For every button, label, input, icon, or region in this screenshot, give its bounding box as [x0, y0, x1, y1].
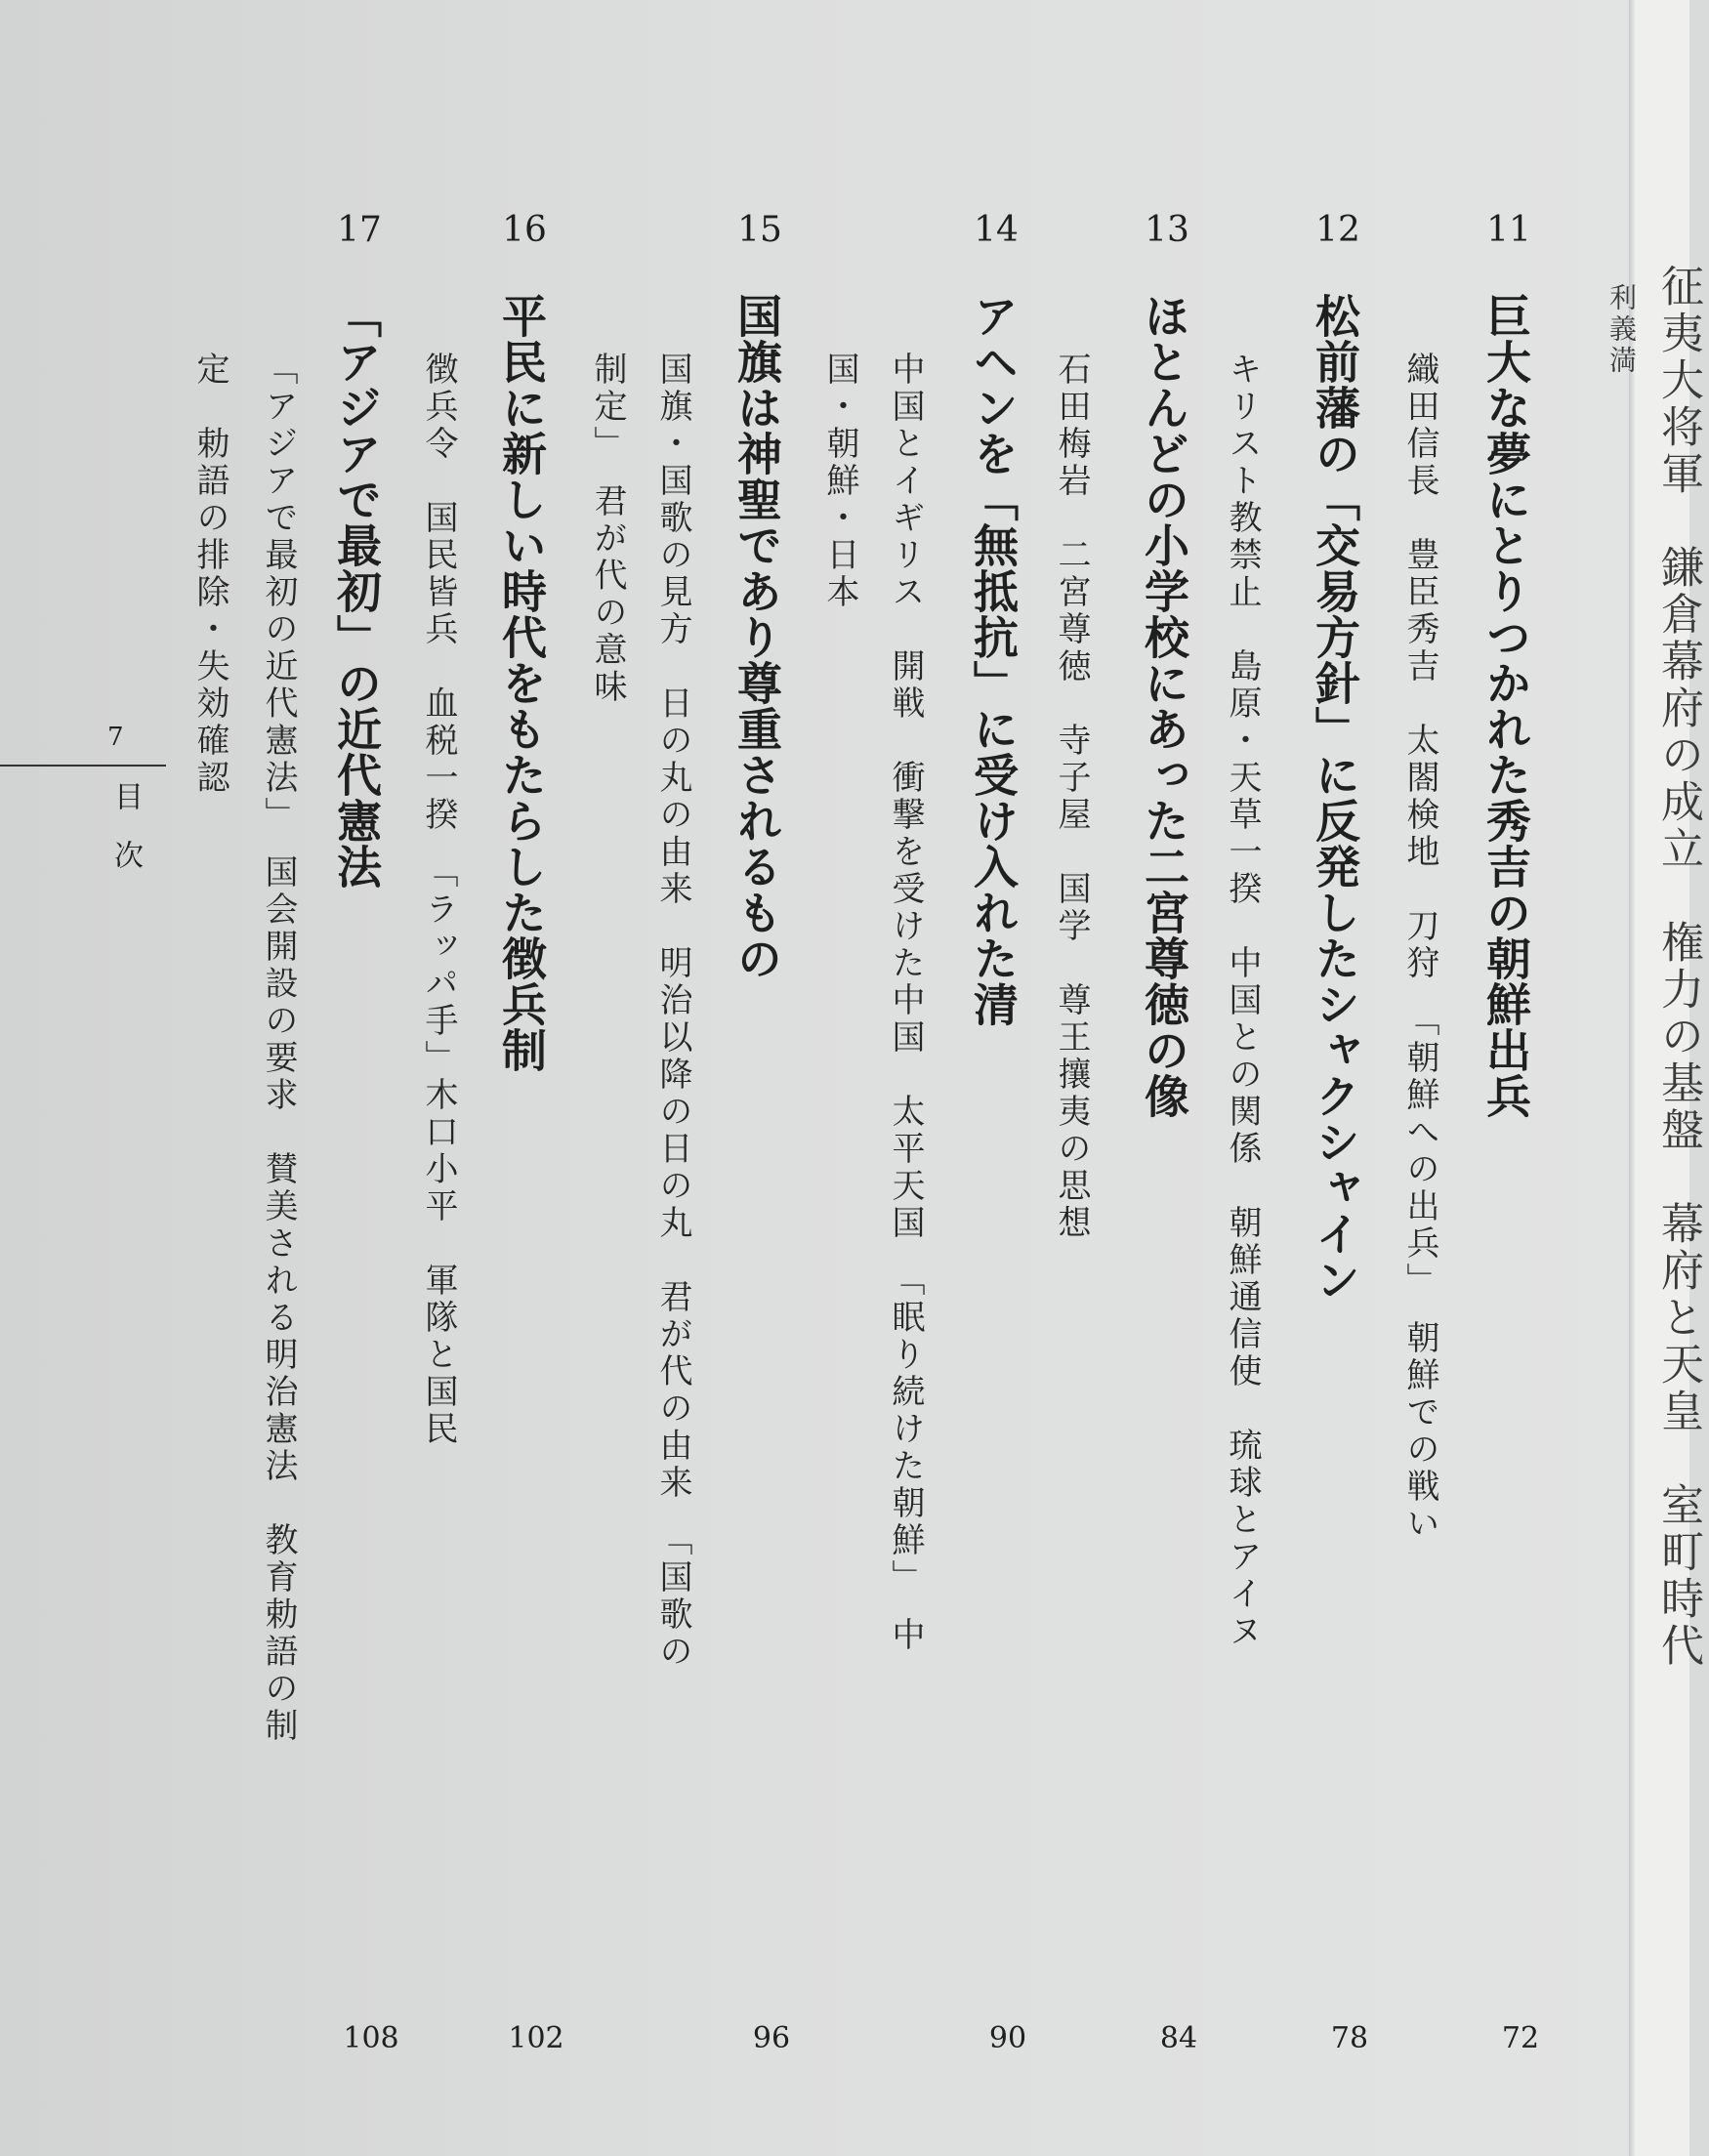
- chapter-topics: 中国とイギリス 開戦 衝撃を受けた中国 太平天国 「眠り続けた朝鮮」 中: [886, 352, 925, 1654]
- adjacent-page: [1605, 0, 1703, 2156]
- chapter-number: 14: [974, 210, 1019, 250]
- chapter-number: 16: [502, 210, 547, 250]
- page-number: 102: [508, 2021, 564, 2055]
- page-number: 78: [1330, 2021, 1369, 2055]
- page-number: 84: [1159, 2021, 1198, 2055]
- chapter-topics-continued: 国・朝鮮・日本: [820, 352, 859, 611]
- page-number: 72: [1501, 2021, 1540, 2055]
- chapter-title[interactable]: 国旗は神聖であり尊重されるもの: [730, 293, 783, 981]
- chapter-title[interactable]: アヘンを「無抵抗」に受け入れた清: [967, 293, 1020, 1027]
- folio-page-number: 7: [107, 723, 124, 752]
- chapter-number: 11: [1486, 210, 1531, 250]
- chapter-topics: 徴兵令 国民皆兵 血税一揆 「ラッパ手」木口小平 軍隊と国民: [419, 352, 458, 1448]
- chapter-topics: 「アジアで最初の近代憲法」 国会開設の要求 賛美される明治憲法 教育勅語の制: [259, 352, 298, 1745]
- chapter-topics-continued: 定 勅語の排除・失効確認: [190, 352, 229, 797]
- chapter-number: 13: [1145, 210, 1189, 250]
- folio-label: 目次: [108, 781, 143, 898]
- adjacent-page-text-small: 利義満: [1605, 283, 1638, 377]
- chapter-topics: キリスト教禁止 島原・天草一揆 中国との関係 朝鮮通信使 琉球とアイヌ: [1223, 352, 1262, 1650]
- chapter-title[interactable]: 巨大な夢にとりつかれた秀吉の朝鮮出兵: [1480, 293, 1532, 1119]
- adjacent-page-text: 征夷大将軍 鎌倉幕府の成立 権力の基盤 幕府と天皇 室町時代: [1653, 264, 1703, 1670]
- chapter-title[interactable]: 平民に新しい時代をもたらした徴兵制: [495, 293, 548, 1073]
- chapter-number: 17: [337, 210, 382, 250]
- page-number: 90: [988, 2021, 1027, 2055]
- chapter-number: 15: [737, 210, 782, 250]
- chapter-topics: 石田梅岩 二宮尊徳 寺子屋 国学 尊王攘夷の思想: [1052, 352, 1091, 1242]
- page-number: 108: [343, 2021, 399, 2055]
- chapter-topics-continued: 制定」 君が代の意味: [588, 352, 627, 706]
- chapter-topics: 国旗・国歌の見方 日の丸の由来 明治以降の日の丸 君が代の由来 「国歌の: [653, 352, 692, 1671]
- chapter-topics: 織田信長 豊臣秀吉 太閤検地 刀狩 「朝鮮への出兵」 朝鮮での戦い: [1400, 352, 1439, 1543]
- chapter-title[interactable]: 「アジアで最初」の近代憲法: [330, 293, 383, 890]
- chapter-title[interactable]: 松前藩の「交易方針」に反発したシャクシャイン: [1309, 293, 1361, 1303]
- chapter-number: 12: [1315, 210, 1360, 250]
- chapter-title[interactable]: ほとんどの小学校にあった二宮尊徳の像: [1138, 293, 1190, 1119]
- folio-rule: [0, 765, 166, 767]
- page-number: 96: [752, 2021, 791, 2055]
